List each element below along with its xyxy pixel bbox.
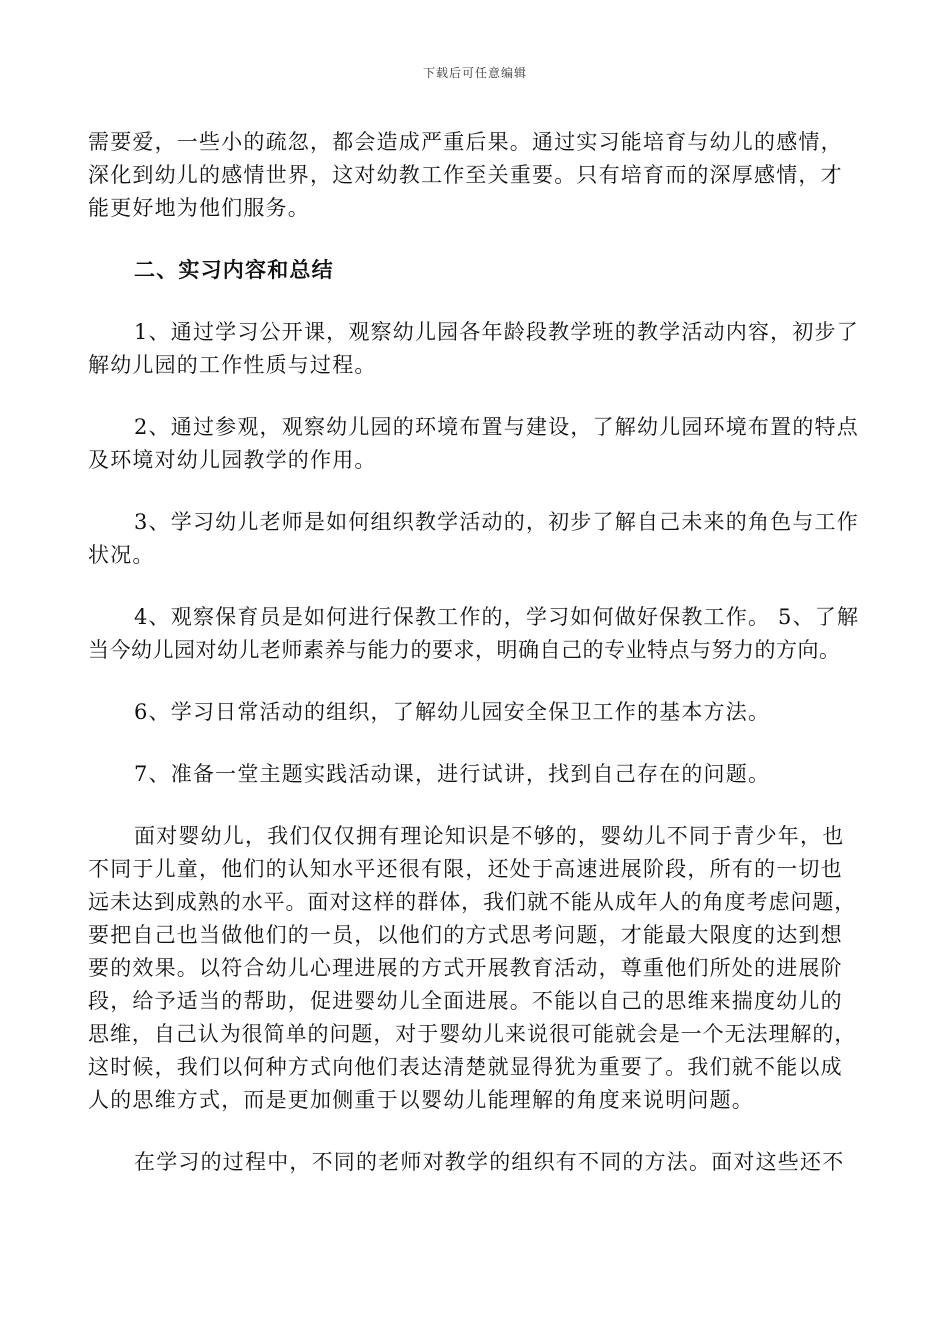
paragraph-line: 2、通过参观，观察幼儿园的环境布置与建设，了解幼儿园环境布置的特点	[134, 415, 859, 439]
paragraph-line: 能更好地为他们服务。	[88, 196, 310, 220]
paragraph-line: 要把自己也当做他们的一员，以他们的方式思考问题，才能最大限度的达到想	[88, 923, 843, 947]
paragraph-line: 不同于儿童，他们的认知水平还很有限，还处于高速进展阶段，所有的一切也	[88, 857, 843, 881]
paragraph-line: 需要爱，一些小的疏忽，都会造成严重后果。通过实习能培育与幼儿的感情，	[88, 130, 843, 154]
paragraph-line: 思维，自己认为很简单的问题，对于婴幼儿来说很可能就会是一个无法理解的，	[88, 1022, 857, 1046]
paragraph-line: 解幼儿园的工作性质与过程。	[88, 353, 377, 377]
paragraph-line: 6、学习日常活动的组织，了解幼儿园安全保卫工作的基本方法。	[134, 700, 771, 724]
paragraph-line: 4、观察保育员是如何进行保教工作的，学习如何做好保教工作。 5、了解	[134, 605, 860, 629]
paragraph-line: 面对婴幼儿，我们仅仅拥有理论知识是不够的，婴幼儿不同于青少年，也	[134, 824, 845, 848]
section-heading: 二、实习内容和总结	[134, 257, 334, 282]
paragraph-line: 段，给予适当的帮助，促进婴幼儿全面进展。不能以自己的思维来揣度幼儿的	[88, 989, 843, 1013]
paragraph-line: 3、学习幼儿老师是如何组织教学活动的，初步了解自己未来的角色与工作	[134, 510, 859, 534]
paragraph-line: 在学习的过程中，不同的老师对教学的组织有不同的方法。面对这些还不	[134, 1150, 845, 1174]
paragraph-line: 人的思维方式，而是更加侧重于以婴幼儿能理解的角度来说明问题。	[88, 1088, 754, 1112]
paragraph-line: 要的效果。以符合幼儿心理进展的方式开展教育活动，尊重他们所处的进展阶	[88, 956, 843, 980]
paragraph-line: 远未达到成熟的水平。面对这样的群体，我们就不能从成年人的角度考虑问题，	[88, 890, 857, 914]
paragraph-line: 状况。	[88, 543, 155, 567]
paragraph-line: 当今幼儿园对幼儿老师素养与能力的要求，明确自己的专业特点与努力的方向。	[88, 638, 841, 662]
page-header: 下载后可任意编辑	[422, 66, 527, 80]
paragraph-line: 1、通过学习公开课，观察幼儿园各年龄段教学班的教学活动内容，初步了	[134, 320, 859, 344]
paragraph-line: 深化到幼儿的感情世界，这对幼教工作至关重要。只有培育而的深厚感情，才	[88, 163, 843, 187]
paragraph-line: 7、准备一堂主题实践活动课，进行试讲，找到自己存在的问题。	[134, 762, 771, 786]
paragraph-line: 这时候，我们以何种方式向他们表达清楚就显得犹为重要了。我们就不能以成	[88, 1055, 843, 1079]
paragraph-line: 及环境对幼儿园教学的作用。	[88, 448, 377, 472]
